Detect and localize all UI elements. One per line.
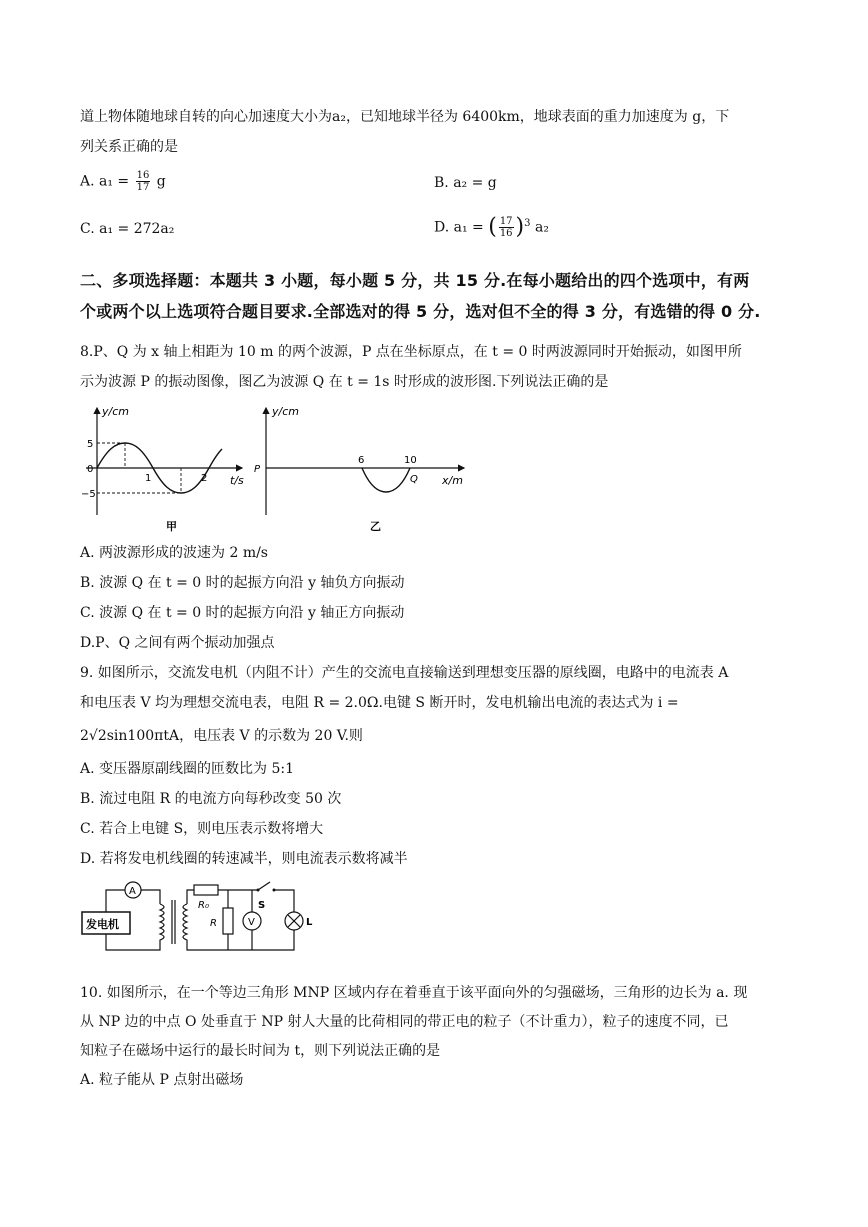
q7-option-a [80,170,166,193]
q9-circuit-diagram [80,878,320,963]
q8-option-c: C. 波源 Q 在 t = 0 时的起振方向沿 y 轴正方向振动 [80,605,405,621]
jia-caption: 甲 [166,520,177,533]
r-label: R [210,918,217,929]
q7-option-a-prefix: A. a₁ = [80,173,130,190]
q10-option-a: A. 粒子能从 P 点射出磁场 [80,1072,244,1088]
yi-waveform [362,468,410,492]
q8-option-b: B. 波源 Q 在 t = 0 时的起振方向沿 y 轴负方向振动 [80,575,405,591]
primary-coil [160,904,164,942]
q8-figure-jia [80,400,260,535]
q7-option-d-fraction [499,216,514,239]
q7-option-d-numerator: 17 [499,216,513,228]
yi-x-label: x/m [442,474,463,487]
jia-tick-2: 2 [201,473,208,484]
resistor-r [223,908,233,934]
switch-label: S [258,900,266,911]
generator-label: 发电机 [86,918,119,931]
q9-option-b: B. 流过电阻 R 的电流方向每秒改变 50 次 [80,791,342,807]
yi-tick-6: 6 [358,455,365,466]
jia-tick-neg5: −5 [81,489,96,500]
yi-label-q: Q [410,474,418,485]
yi-tick-10: 10 [404,455,417,466]
yi-caption: 乙 [370,520,381,533]
q7-text-line-2: 列关系正确的是 [80,139,178,155]
lamp-label: L [306,917,313,928]
q7-option-d-denominator: 16 [499,228,513,240]
q10-text-line-1: 10. 如图所示，在一个等边三角形 MNP 区域内存在着垂直于该平面向外的匀强磁场，三角形的边长为 a. 现 [80,985,748,1001]
voltmeter-label: V [248,917,255,928]
q8-option-d: D.P、Q 之间有两个振动加强点 [80,635,275,651]
q8-text-line-1: 8.P、Q 为 x 轴上相距为 10 m 的两个波源，P 点在坐标原点，在 t = 0 时两波源同时开始振动，如图甲所 [80,344,742,360]
jia-x-label: t/s [230,474,244,487]
secondary-coil [183,904,187,942]
ammeter-label: A [129,886,136,897]
jia-y-label: y/cm [102,405,129,418]
resistor-r0 [194,885,218,895]
yi-y-label: y/cm [272,405,299,418]
q7-option-d-suffix: a₂ [534,219,549,236]
switch-s [258,882,270,890]
q10-text-line-3: 知粒子在磁场中运行的最长时间为 t，则下列说法正确的是 [80,1043,441,1059]
jia-tick-0: 0 [87,464,94,475]
q7-option-b: B. a₂ = g [434,175,497,191]
jia-tick-5: 5 [87,439,94,450]
q9-option-a: A. 变压器原副线圈的匝数比为 5:1 [80,761,294,777]
q10-text-line-2: 从 NP 边的中点 O 处垂直于 NP 射人大量的比荷相同的带正电的粒子（不计重力），粒子的速度不同，已 [80,1014,729,1030]
jia-tick-1: 1 [145,473,152,484]
yi-label-p: P [254,464,261,475]
q8-figure-yi [252,400,477,535]
q8-option-a: A. 两波源形成的波速为 2 m/s [80,545,268,561]
q7-option-a-denominator: 17 [136,182,150,193]
q7-option-d-exponent: 3 [524,218,531,229]
q9-option-c: C. 若合上电键 S，则电压表示数将增大 [80,821,324,837]
q9-text-line-1: 9. 如图所示，交流发电机（内阻不计）产生的交流电直接输送到理想变压器的原线圈，电路中的电流表 A [80,665,729,681]
q7-option-a-fraction [136,170,151,193]
q7-option-a-numerator: 16 [136,170,150,181]
q7-text-line-1: 道上物体随地球自转的向心加速度大小为a₂，已知地球半径为 6400km，地球表面的重力加速度为 g，下 [80,109,730,125]
q7-option-d: D. a₁ = ( $\frac{17}{16}$ )$^3$ a₂ [434,214,549,240]
section-2-heading-line-2: 个或两个以上选项符合题目要求.全部选对的得 5 分，选对但不全的得 3 分，有选错的得 0 分. [80,302,761,321]
q9-text-line-3: 2√2sin100πtA，电压表 V 的示数为 20 V.则 [80,728,363,744]
q9-text-line-2: 和电压表 V 均为理想交流电表，电阻 R = 2.0Ω.电键 S 断开时，发电机输出电流的表达式为 i = [80,695,679,711]
q7-option-d-prefix: D. a₁ = [434,219,484,236]
section-2-heading-line-1: 二、多项选择题：本题共 3 小题，每小题 5 分，共 15 分.在每小题给出的四个选项中，有两 [80,271,750,290]
q7-option-c: C. a₁ = 272a₂ [80,221,175,237]
q9-option-d: D. 若将发电机线圈的转速减半，则电流表示数将减半 [80,851,408,867]
q7-option-a-suffix: g [156,173,166,190]
r0-label: R₀ [198,900,209,911]
q8-text-line-2: 示为波源 P 的振动图像，图乙为波源 Q 在 t = 1s 时形成的波形图.下列说法正确的是 [80,374,609,390]
